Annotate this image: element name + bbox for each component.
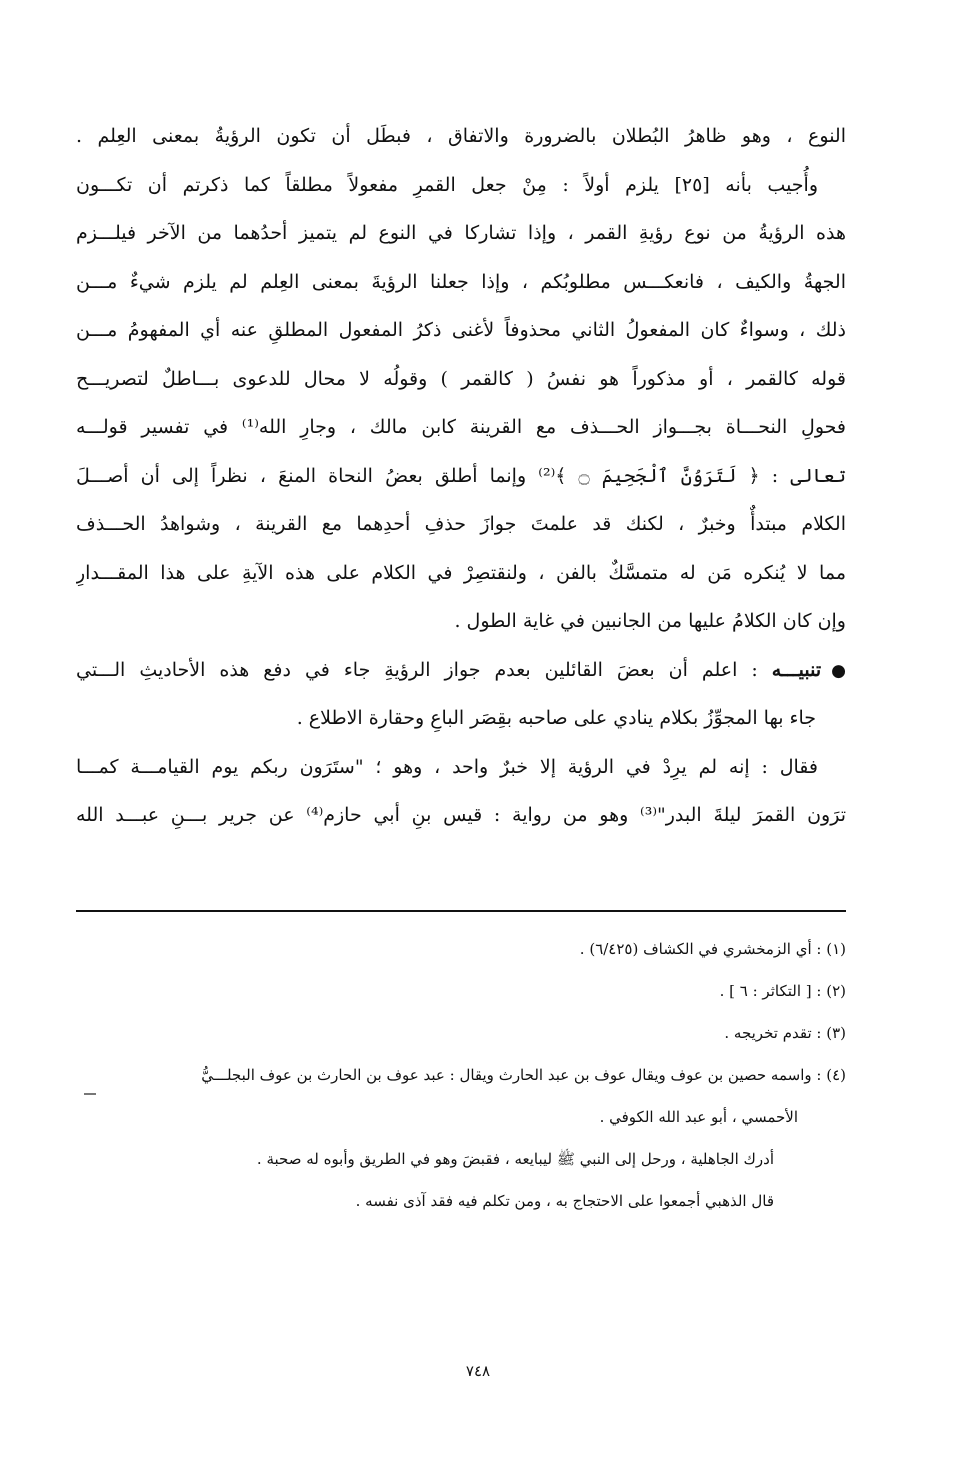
bullet-icon: ●	[831, 660, 846, 681]
text-line: وأُجيب بأنه [٢٥] يلزم أولاً : مِنْ جعل القمرِ مفعولاً مطلقاً كما ذكرتم أن تكـــون	[76, 173, 818, 196]
footnote: (٣) : تقدم تخريجه .	[724, 1024, 846, 1042]
text-line: تعالى : ﴿ لَتَرَوُنَّ ٱلْجَحِيمَ ۝ ﴾⁽²⁾ وإنما أطلق بعضُ النحاة المنعَ ، نظراً إلى أن أصـــلَ	[76, 464, 846, 487]
text-line: مما لا يُنكره مَن له متمسَّكٌ بالفن ، ولنقتصِرْ في الكلام على هذه الآيةِ على هذا المقـــدارِ	[76, 561, 846, 584]
text-line: الجهةُ والكيف ، فانعكـــس مطلوبُكم ، وإذا جعلنا الرؤيةَ بمعنى العِلم لم يلزم شيءٌ مـــن	[76, 270, 846, 293]
footnote-continuation: أدرك الجاهلية ، ورحل إلى النبي ﷺ ليبايعه ، فقبضَ وهو في الطريق وأبوه له صحبة .	[256, 1150, 774, 1168]
note-heading: تنبيـــه	[771, 658, 822, 681]
text-line: فقال : إنه لم يرِدْ في الرؤية إلا خبرٌ واحد ، وهو ؛ "ستَرَون ربكم يوم القيامـــة كمـــا	[76, 755, 818, 778]
footnote: (٤) : واسمه حصين بن عوف ويقال عوف بن عبد الحارث ويقال : عبد عوف بن الحارث بن عوف البجلـــيُّ	[201, 1066, 846, 1084]
footnote-continuation: قال الذهبي أجمعوا على الاحتجاج به ، ومن تكلم فيه فقد آذى نفسه .	[355, 1192, 774, 1210]
note-line	[76, 646, 846, 695]
footnote-continuation: الأحمسي ، أبو عبد الله الكوفي .	[599, 1108, 798, 1126]
text-line: هذه الرؤيةُ من نوع رؤيةِ القمر ، وإذا تشاركا في النوع لم يتميز أحدُهما من الآخر فيلـــزم	[76, 222, 846, 244]
text-line: الكلام مبتدأٌ وخبرٌ ، لكنك قد علمتَ جوازَ حذفِ أحدِهما مع القرينة ، وشواهدُ الحـــذف	[76, 513, 846, 535]
text-line: قوله كالقمر ، أو مذكوراً هو نفسُ ( كالقمر ) وقولُه لا محال للدعوى بـــاطلٌ لتصريـــح	[76, 367, 846, 390]
text-line: ترَون القمرَ ليلةَ البدر"⁽³⁾ وهو من رواية : قيس بنِ أبي حازم⁽⁴⁾ عن جرير بـــنِ عبـــد الله	[76, 804, 846, 826]
margin-mark	[84, 1093, 96, 1095]
text-line: وإن كان الكلامُ عليها من الجانبين في غاية الطول .	[454, 610, 846, 632]
text-line: النوع ، وهو ظاهرُ البُطلان بالضرورة والاتفاق ، فبطَل أن تكون الرؤيةُ بمعنى العِلم .	[76, 125, 846, 147]
footnote: (٢) : [ التكاثر : ٦ ] .	[719, 982, 846, 1000]
footnote-separator	[76, 910, 846, 912]
main-text-block	[76, 112, 846, 840]
text-line: فحولِ النحـــاة بجـــواز الحـــذف مع القرينة كابن مالك ، وجارِ الله⁽¹⁾ في تفسير قولـــه	[76, 416, 846, 438]
note-text: : اعلم أن بعضَ القائلين بعدم جواز الرؤيةِ جاء في دفع هذه الأحاديثِ الـــتي	[76, 658, 772, 681]
footnote: (١) : أي الزمخشري في الكشاف (٦/٤٢٥) .	[579, 940, 846, 958]
footnotes-block	[76, 928, 846, 1222]
page-number: ٧٤٨	[465, 1362, 491, 1380]
note-line: جاء بها المجوِّزُ بكلام ينادي على صاحبه بقِصَر الباعِ وحقارة الاطلاع .	[296, 707, 816, 729]
text-line: ذلك ، وسواءٌ كان المفعولُ الثاني محذوفاً لأغنى ذكرُ المفعول المطلقِ عنه أي المفهومُ مـــن	[76, 319, 846, 341]
